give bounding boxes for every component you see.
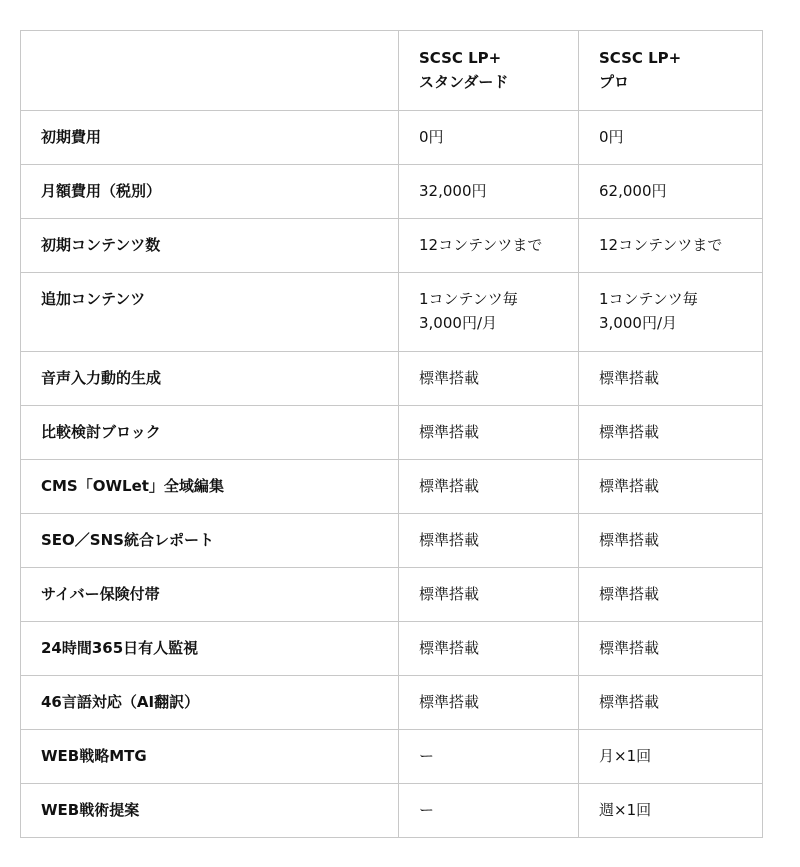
- standard-value: 1コンテンツ毎 3,000円/月: [399, 273, 579, 352]
- feature-label: WEB戦略MTG: [21, 730, 399, 784]
- standard-value: 0円: [399, 111, 579, 165]
- standard-value: 標準搭載: [399, 676, 579, 730]
- table-row: [21, 219, 763, 273]
- table-row: [21, 111, 763, 165]
- pro-value: 標準搭載: [579, 622, 763, 676]
- feature-label: 音声入力動的生成: [21, 352, 399, 406]
- feature-label: WEB戦術提案: [21, 784, 399, 838]
- table-row: [21, 730, 763, 784]
- table-row: [21, 784, 763, 838]
- pro-value: 1コンテンツ毎 3,000円/月: [579, 273, 763, 352]
- plan-header-standard: SCSC LP+ スタンダード: [399, 31, 579, 111]
- pro-value: 月×1回: [579, 730, 763, 784]
- pro-value: 標準搭載: [579, 460, 763, 514]
- pro-value: 12コンテンツまで: [579, 219, 763, 273]
- table-row: [21, 165, 763, 219]
- pro-value: 標準搭載: [579, 406, 763, 460]
- standard-value: 標準搭載: [399, 352, 579, 406]
- feature-label: 月額費用（税別）: [21, 165, 399, 219]
- table-row: [21, 406, 763, 460]
- pro-value: 標準搭載: [579, 676, 763, 730]
- feature-label: サイバー保険付帯: [21, 568, 399, 622]
- table-row: [21, 460, 763, 514]
- table-row: [21, 273, 763, 352]
- standard-value: 標準搭載: [399, 568, 579, 622]
- pro-value: 標準搭載: [579, 352, 763, 406]
- feature-label: 初期コンテンツ数: [21, 219, 399, 273]
- table-row: [21, 514, 763, 568]
- pro-value: 標準搭載: [579, 514, 763, 568]
- pro-value: 0円: [579, 111, 763, 165]
- table-row: [21, 622, 763, 676]
- standard-value: ー: [399, 784, 579, 838]
- feature-label: 比較検討ブロック: [21, 406, 399, 460]
- standard-value: 標準搭載: [399, 514, 579, 568]
- feature-label: SEO／SNS統合レポート: [21, 514, 399, 568]
- pro-value: 62,000円: [579, 165, 763, 219]
- feature-label: CMS「OWLet」全域編集: [21, 460, 399, 514]
- table-header-row: [21, 31, 763, 111]
- feature-label: 追加コンテンツ: [21, 273, 399, 352]
- pricing-comparison-table: [20, 30, 763, 838]
- header-corner-cell: [21, 31, 399, 111]
- pro-value: 標準搭載: [579, 568, 763, 622]
- table-row: [21, 352, 763, 406]
- plan-header-pro: SCSC LP+ プロ: [579, 31, 763, 111]
- feature-label: 24時間365日有人監視: [21, 622, 399, 676]
- standard-value: 32,000円: [399, 165, 579, 219]
- table-row: [21, 676, 763, 730]
- feature-label: 初期費用: [21, 111, 399, 165]
- pro-value: 週×1回: [579, 784, 763, 838]
- standard-value: 標準搭載: [399, 406, 579, 460]
- standard-value: 標準搭載: [399, 460, 579, 514]
- standard-value: 標準搭載: [399, 622, 579, 676]
- standard-value: 12コンテンツまで: [399, 219, 579, 273]
- table-row: [21, 568, 763, 622]
- standard-value: ー: [399, 730, 579, 784]
- feature-label: 46言語対応（AI翻訳）: [21, 676, 399, 730]
